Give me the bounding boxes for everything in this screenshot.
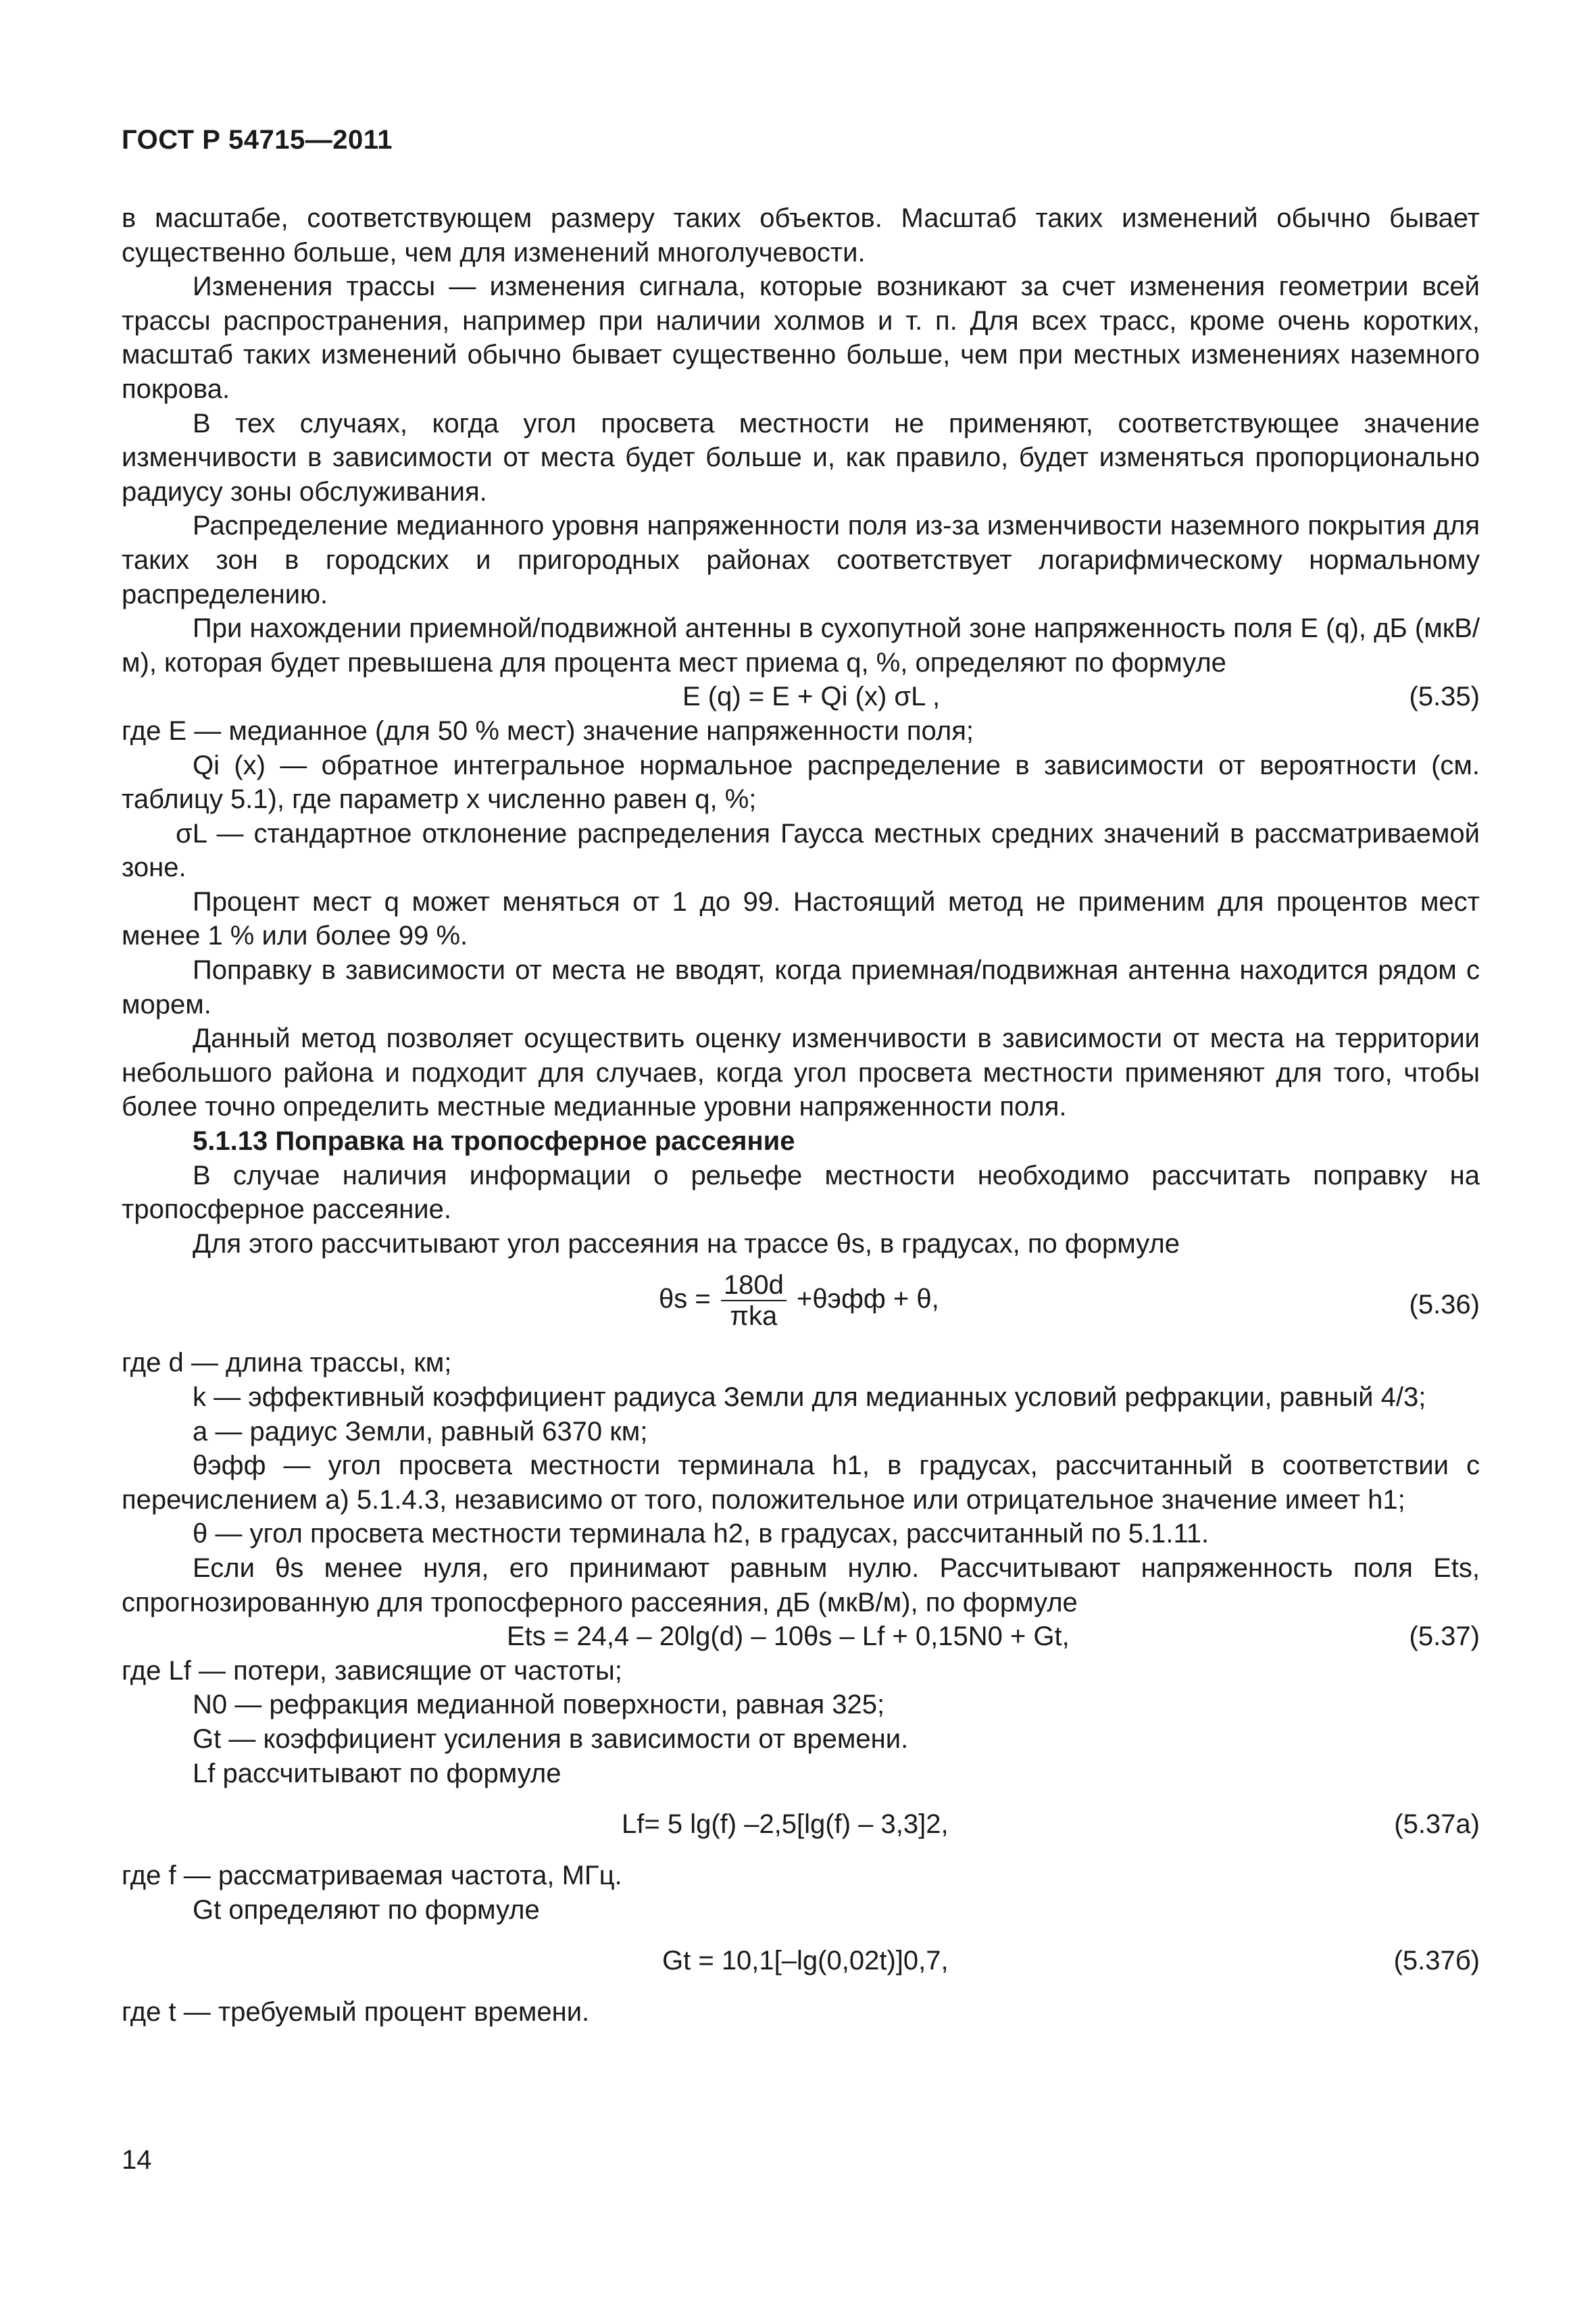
paragraph: Изменения трассы — изменения сигнала, которые возникают за счет изменения геометрии всей трассы распространения, например при наличии холмов и т. п. Для всех трасс, кроме очень коротких, масштаб таких изменений обычно бывает существенно больше, чем при местных изменениях наземного покрова. — [122, 272, 1480, 404]
paragraph: Поправку в зависимости от места не вводят, когда приемная/подвижная антенна находится рядом с морем. — [122, 955, 1480, 1020]
section-heading: 5.1.13 Поправка на тропосферное рассеяние — [193, 1126, 795, 1157]
formula-number: (5.35) — [1409, 682, 1480, 712]
document-page — [122, 0, 1480, 2314]
formula-number: (5.37) — [1409, 1621, 1480, 1652]
definition: Gt — коэффициент усиления в зависимости от времени. — [193, 1724, 909, 1754]
definition: σL — стандартное отклонение распределения Гаусса местных средних значений в рассматриваемой зоне. — [122, 818, 1480, 883]
formula-5-37 — [122, 1619, 1480, 1654]
definition: где E — медианное (для 50 % мест) значение напряженности поля; — [122, 715, 974, 746]
paragraph: Gt определяют по формуле — [193, 1894, 540, 1925]
paragraph: Процент мест q может меняться от 1 до 99. Настоящий метод не применим для процентов мест менее 1 % или более 99 %. — [122, 886, 1480, 951]
formula-expression: Gt = 10,1[–lg(0,02t)]0,7, — [662, 1946, 949, 1976]
formula-right: +θэфф + θ, — [796, 1284, 939, 1314]
definition: θэфф — угол просвета местности терминала h1, в градусах, рассчитанный в соответствии с перечислением а) 5.1.4.3, независимо от того, положительное или отрицательное значение имеет h1; — [122, 1451, 1480, 1515]
paragraph: В случае наличия информации о рельефе местности необходимо рассчитать поправку на тропосферное рассеяние. — [122, 1160, 1480, 1225]
definition: где Lf — потери, зависящие от частоты; — [122, 1655, 622, 1686]
formula-5-36 — [122, 1261, 1480, 1346]
body-text — [122, 201, 1480, 2030]
formula-expression: E (q) = E + Qi (x) σL , — [682, 682, 941, 712]
document-header: ГОСТ Р 54715—2011 — [122, 125, 393, 155]
fraction-denominator: πka — [730, 1301, 778, 1332]
definition: где d — длина трассы, км; — [122, 1348, 452, 1378]
formula-expression: Ets = 24,4 – 20lg(d) – 10θs – Lf + 0,15N0 + Gt, — [507, 1621, 1070, 1652]
definition: θ — угол просвета местности терминала h2, в градусах, рассчитанный по 5.1.11. — [193, 1519, 1210, 1549]
definition: Qi (x) — обратное интегральное нормальное распределение в зависимости от вероятности (см. таблицу 5.1), где параметр x численно равен q, %; — [122, 750, 1480, 815]
definition: a — радиус Земли, равный 6370 км; — [193, 1416, 648, 1447]
formula-left: θs = — [659, 1284, 711, 1314]
paragraph: Для этого рассчитывают угол рассеяния на трассе θs, в градусах, по формуле — [193, 1228, 1180, 1259]
paragraph: При нахождении приемной/подвижной антенны в сухопутной зоне напряженность поля E (q), дБ (мкВ/м), которая будет превышена для процента мест приема q, %, определяют по формуле — [122, 613, 1480, 678]
paragraph: в масштабе, соответствующем размеру таких объектов. Масштаб таких изменений обычно бывает существенно больше, чем для изменений многолучевости. — [122, 203, 1480, 268]
formula-5-35 — [122, 680, 1480, 714]
definition: где f — рассматриваемая частота, МГц. — [122, 1861, 622, 1891]
paragraph: Lf рассчитывают по формуле — [193, 1758, 562, 1788]
definition: k — эффективный коэффициент радиуса Земли для медианных условий рефракции, равный 4/3; — [193, 1382, 1426, 1412]
definition: N0 — рефракция медианной поверхности, равная 325; — [193, 1690, 885, 1720]
paragraph: В тех случаях, когда угол просвета местности не применяют, соответствующее значение изменчивости в зависимости от места будет больше и, как правило, будет изменяться пропорционально радиусу зоны обслуживания. — [122, 408, 1480, 507]
paragraph: Данный метод позволяет осуществить оценку изменчивости в зависимости от места на территории небольшого района и подходит для случаев, когда угол просвета местности применяют для того, чтобы более точно определить местные медианные уровни напряженности поля. — [122, 1024, 1480, 1122]
formula-expression — [659, 1270, 939, 1331]
formula-5-37b — [122, 1927, 1480, 1995]
fraction-numerator: 180d — [721, 1270, 787, 1301]
page-number: 14 — [122, 2145, 152, 2175]
paragraph: Если θs менее нуля, его принимают равным нулю. Рассчитывают напряженность поля Ets, спрогнозированную для тропосферного рассеяния, дБ (мкВ/м), по формуле — [122, 1553, 1480, 1617]
formula-number: (5.36) — [1409, 1290, 1480, 1320]
definition: где t — требуемый процент времени. — [122, 1997, 590, 2028]
formula-number: (5.37б) — [1393, 1946, 1480, 1976]
formula-expression: Lf= 5 lg(f) –2,5[lg(f) – 3,3]2, — [622, 1809, 949, 1840]
formula-number: (5.37а) — [1394, 1809, 1480, 1840]
paragraph: Распределение медианного уровня напряженности поля из-за изменчивости наземного покрытия для таких зон в городских и пригородных районах соответствует логарифмическому нормальному распределению. — [122, 511, 1480, 609]
formula-fraction — [721, 1270, 787, 1331]
formula-5-37a — [122, 1790, 1480, 1859]
